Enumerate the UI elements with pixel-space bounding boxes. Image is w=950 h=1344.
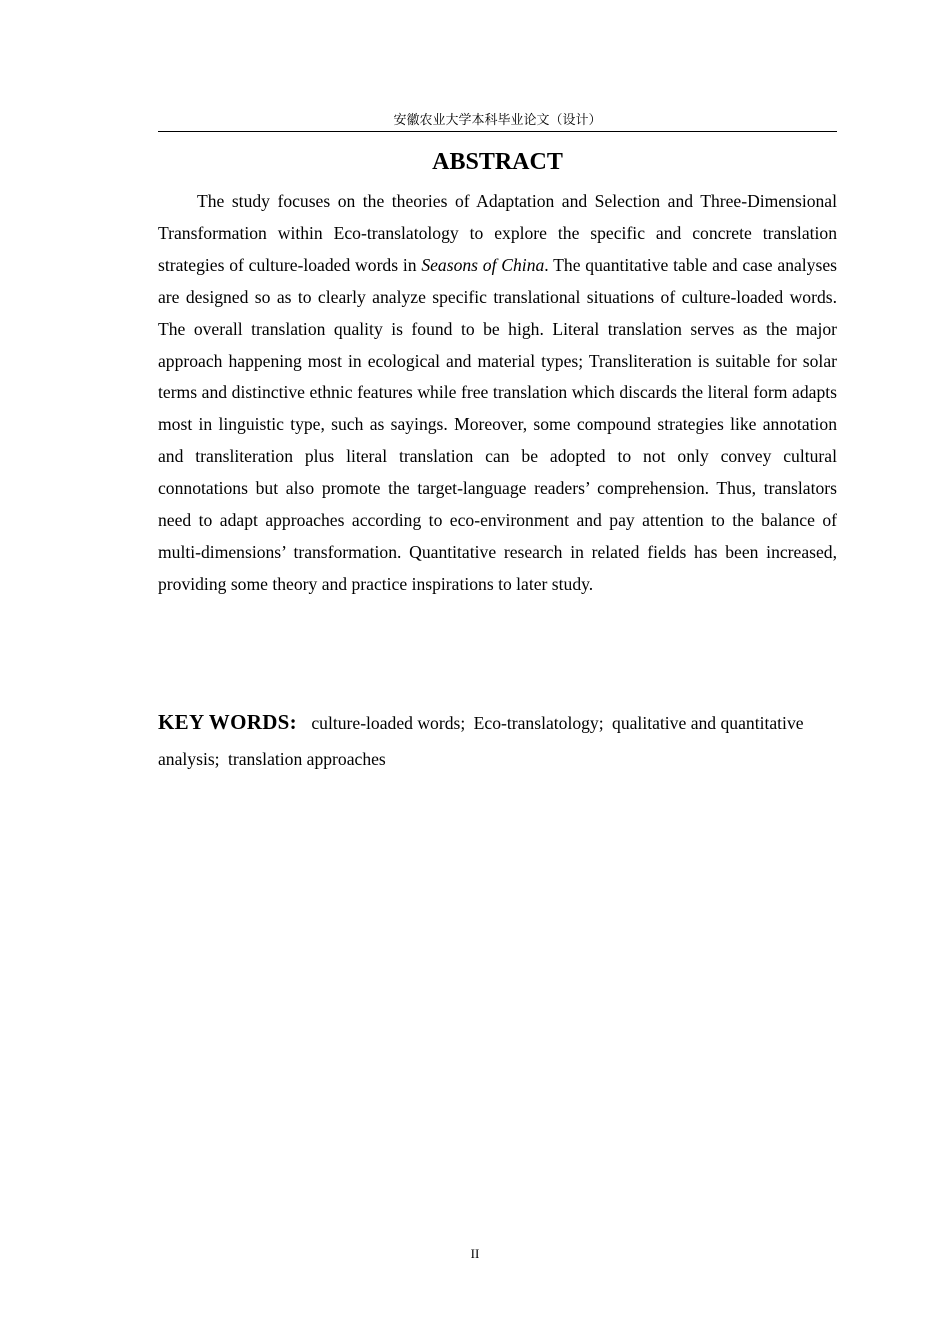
- keyword-item: culture-loaded words;: [311, 713, 466, 733]
- abstract-text-end: . The quantitative table and case analyses are designed so as to clearly analyze specific translational situations of culture-loaded words. The overall translation quality is found to be high. Literal translation serves as the major approach happening most in ecological and material types; Transliteration is suitable for solar terms and distinctive ethnic features while free translation which discards the literal form adapts most in linguistic type, such as sayings. Moreover, some compound strategies like annotation and transliteration plus literal translation can be adopted to not only convey cultural connotations but also promote the target-language readers’ comprehension. Thus, translators need to adapt approaches according to eco-environment and pay attention to the balance of multi-dimensions’ transformation. Quantitative research in related fields has been increased, providing some theory and practice inspirations to later study.: [158, 254, 837, 594]
- abstract-title: ABSTRACT: [432, 149, 563, 175]
- keyword-item: qualitative and quantitative analysis;: [158, 713, 804, 769]
- page-number: II: [470, 1246, 480, 1261]
- running-header: 安徽农业大学本科毕业论文（设计）: [158, 112, 837, 132]
- keywords-section: [158, 704, 837, 777]
- abstract-paragraph: [158, 186, 837, 601]
- keywords-label: KEY WORDS:: [158, 710, 297, 734]
- keyword-item: Eco-translatology;: [473, 713, 604, 733]
- work-title: Seasons of China: [421, 254, 545, 275]
- abstract-text-start: The study focuses on the theories of Adaptation and Selection and Three-Dimensional Transformation within Eco-translatology to explore the specific and concrete translation strategies of culture-loaded words in: [158, 191, 837, 275]
- keyword-item: translation approaches: [227, 749, 386, 769]
